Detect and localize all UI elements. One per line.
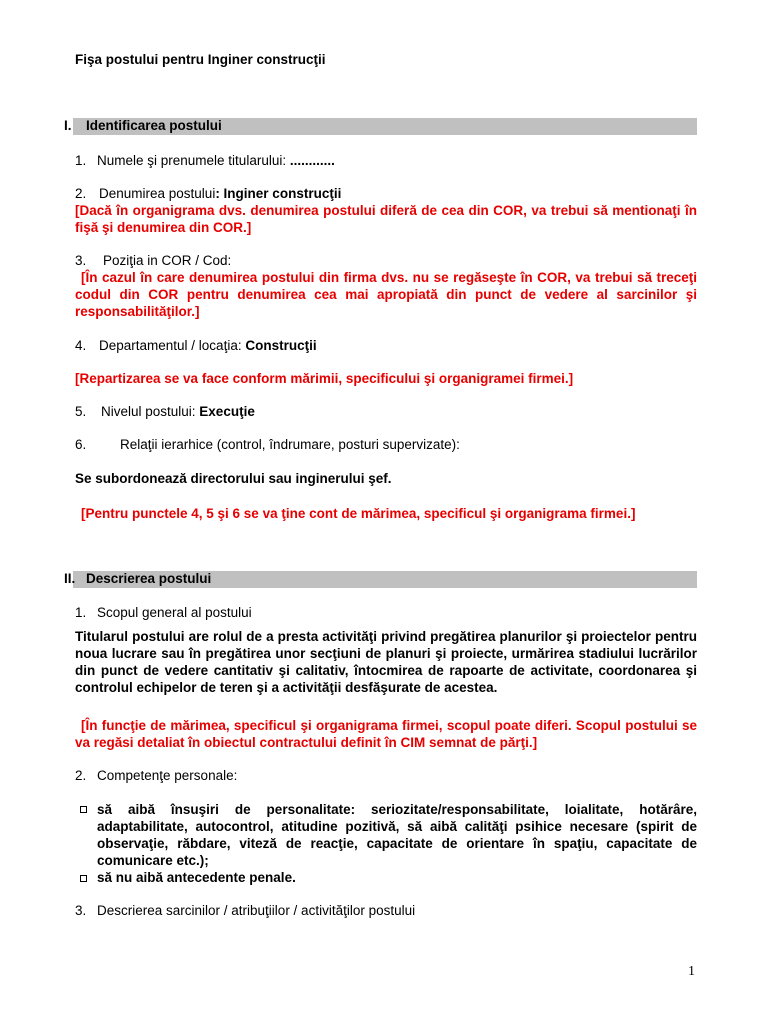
item-label: Scopul general al postului: [97, 605, 252, 620]
item-label: Denumirea postului: [99, 186, 216, 201]
item-number: 1.: [75, 153, 87, 168]
item-number: 3.: [75, 903, 87, 918]
item-number: 1.: [75, 605, 87, 620]
item-value: ............: [289, 153, 335, 168]
item-label: Nivelul postului:: [101, 404, 200, 419]
item-line: [99, 338, 317, 353]
item-value: Construcţii: [245, 338, 317, 353]
section-heading: Descrierea postului: [86, 571, 212, 586]
section-heading: Identificarea postului: [86, 118, 222, 133]
item-label: Descrierea sarcinilor / atribuţiilor / activităţilor postului: [97, 903, 416, 918]
item-label: Relaţii ierarhice (control, îndrumare, posturi supervizate):: [120, 437, 460, 452]
bullet-text: să aibă însuşiri de personalitate: seriozitate/responsabilitate, loialitate, hotărâre, adaptabilitate, autocontrol, atitudine pozitivă, să aibă calităţi psihice necesare (spirit de observaţie, răbdare, viteză de reacţie, capacitate de orientare în spaţiu, capacitate de comunicare etc.);: [97, 802, 697, 868]
red-note: [În funcţie de mărimea, specificul şi organigrama firmei, scopul poate diferi. Scopul postului se va regăsi detaliat în obiectul contractului definit în CIM semnat de părţi.]: [75, 718, 697, 750]
page-number: 1: [688, 964, 695, 979]
item-number: 3.: [75, 253, 87, 268]
item-value: Execuţie: [199, 404, 255, 419]
item-line: [101, 404, 255, 419]
red-note: [Repartizarea se va face conform mărimii, specificului şi organigramei firmei.]: [75, 371, 574, 386]
document-title: Fişa postului pentru Inginer construcţii: [75, 52, 326, 67]
red-note: [Pentru punctele 4, 5 şi 6 se va ţine cont de mărimea, specificul şi organigrama firmei.]: [81, 506, 636, 521]
item-value: Se subordonează directorului sau inginerului şef.: [75, 471, 392, 486]
item-label: Departamentul / locaţia:: [99, 338, 246, 353]
section-number: I.: [64, 118, 72, 133]
bullet-icon: [80, 806, 87, 813]
section-number: II.: [64, 571, 76, 586]
item-number: 4.: [75, 338, 87, 353]
bullet-text: să nu aibă antecedente penale.: [97, 870, 296, 885]
item-number: 6.: [75, 437, 87, 452]
item-number: 5.: [75, 404, 87, 419]
bullet-icon: [80, 875, 87, 882]
item-number: 2.: [75, 768, 87, 783]
item-label: Numele şi prenumele titularului:: [97, 153, 290, 168]
item-label: Poziţia in COR / Cod:: [103, 253, 232, 268]
red-note: [În cazul în care denumirea postului din firma dvs. nu se regăseşte în COR, va trebui să treceţi codul din COR pentru denumirea cea mai apropiată din punct de vedere al sarcinilor şi responsabilităţilor.]: [75, 270, 697, 319]
paragraph: Titularul postului are rolul de a presta activităţi privind pregătirea planurilor şi proiectelor pentru noua lucrare sau în pregătirea unor secţiuni de planuri şi proiecte, urmărirea stadiului lucrărilor din punct de vedere cantitativ şi calitativ, întocmirea de rapoarte de activitate, coordonarea şi controlul echipelor de teren şi a activităţii desfăşurate de acestea.: [75, 629, 697, 695]
item-value: : Inginer construcţii: [215, 186, 342, 201]
item-number: 2.: [75, 186, 87, 201]
item-line: [99, 186, 341, 201]
item-line: [97, 153, 335, 168]
red-note: [Dacă în organigrama dvs. denumirea postului diferă de cea din COR, va trebui să mentionaţi în fişă şi denumirea din COR.]: [75, 203, 697, 235]
item-label: Competenţe personale:: [97, 768, 238, 783]
